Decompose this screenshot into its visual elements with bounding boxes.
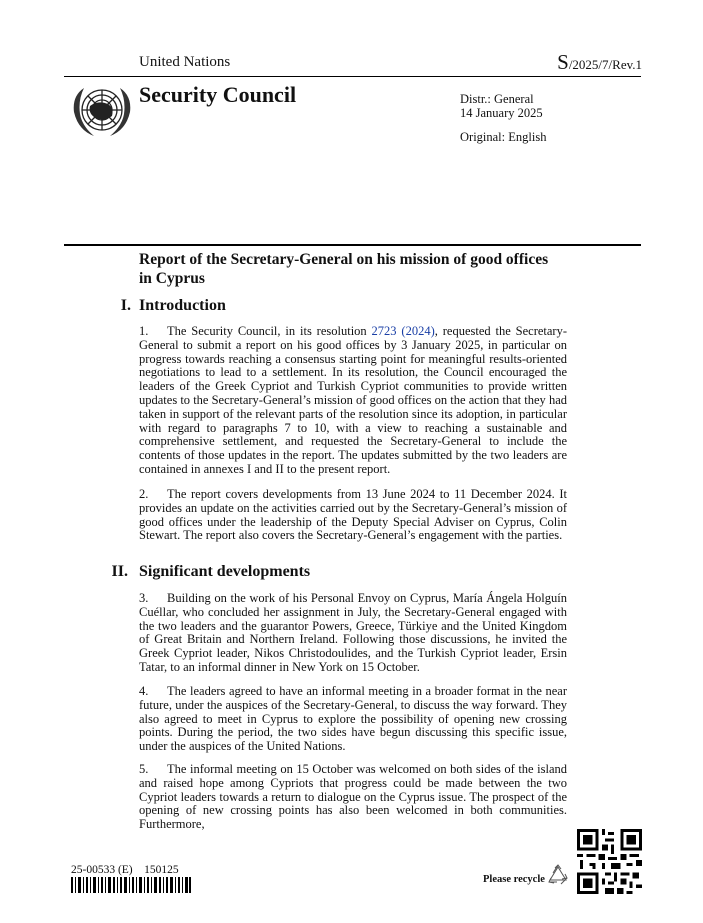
- paragraph-1: [139, 325, 567, 477]
- paragraph-3: [139, 592, 567, 675]
- title-rule: [64, 244, 641, 246]
- recycle-icon: [547, 864, 569, 886]
- document-date: 14 January 2025: [460, 106, 543, 120]
- un-emblem-icon: [68, 82, 136, 142]
- symbol-prefix: S: [557, 50, 569, 74]
- job-number: 25-00533 (E) 150125: [71, 864, 179, 876]
- paragraph-text: , requested the Secretary-General to submit a report on his good offices by 3 January 2025, in particular on progress towards reaching a consensus starting point for meaningful results-oriented negotiations to lead to a settlement. In its resolution, the Council encouraged the leaders of the Greek Cypriot and Turkish Cypriot communities to provide written updates to the Secretary-General’s mission of good offices on the action that they had taken in support of the relevant parts of the resolution since its adoption, in particular with regard to paragraphs 7 to 10, with a view to reaching a sustainable and comprehensive settlement, and requested the Secretary-General to include the contents of those updates in the report. The updates submitted by the two leaders are contained in annexes I and II to the present report.: [139, 324, 568, 476]
- paragraph-text: The leaders agreed to have an informal meeting in a broader format in the near future, under the auspices of the Secretary-General, to discuss the way forward. They also agreed to meet in Cyprus to explore the possibility of opening new crossing points. During the period, the two sides have begun discussing this specific issue, under the auspices of the United Nations.: [139, 684, 567, 754]
- section-number: II.: [111, 563, 128, 580]
- paragraph-number: 3.: [139, 591, 149, 605]
- distribution-block: [460, 92, 546, 144]
- document-symbol: [557, 50, 642, 75]
- qr-code-icon: [577, 829, 642, 894]
- paragraph-number: 4.: [139, 684, 149, 698]
- paragraph-text: The informal meeting on 15 October was welcomed on both sides of the island and raised hope among Cypriots that progress could be made between the two Cypriot leaders towards a return to dialogue on the Cyprus issue. The prospect of the opening of new crossing points has also been welcomed in both communities. Furthermore,: [139, 762, 567, 832]
- section-title: Introduction: [139, 297, 226, 314]
- organization-name: United Nations: [139, 54, 231, 70]
- resolution-link[interactable]: 2723 (2024): [371, 324, 435, 338]
- symbol-rest: /2025/7/Rev.1: [568, 57, 642, 72]
- paragraph-2: [139, 488, 567, 543]
- original-language: Original: English: [460, 130, 547, 144]
- distribution: Distr.: General: [460, 92, 534, 106]
- header-rule: [64, 76, 641, 77]
- paragraph-text: The Security Council, in its resolution: [167, 324, 372, 338]
- barcode-icon: [71, 877, 191, 893]
- paragraph-text: The report covers developments from 13 June 2024 to 11 December 2024. It provides an update on the activities carried out by the Secretary-General’s mission of good offices under the leadership of the Deputy Special Adviser on Cyprus, Colin Stewart. The report also covers the Secretary-General’s engagement with the parties.: [139, 487, 567, 543]
- document-title: Report of the Secretary-General on his mission of good offices in Cyprus: [139, 251, 549, 287]
- organ-name: Security Council: [139, 82, 297, 107]
- section-title: Significant developments: [139, 563, 311, 580]
- section-number: I.: [120, 297, 131, 314]
- paragraph-number: 1.: [139, 324, 149, 338]
- paragraph-number: 5.: [139, 762, 149, 776]
- paragraph-number: 2.: [139, 487, 149, 501]
- please-recycle-label: Please recycle: [483, 874, 545, 885]
- paragraph-5: [139, 763, 567, 832]
- paragraph-4: [139, 685, 567, 754]
- paragraph-text: Building on the work of his Personal Envoy on Cyprus, María Ángela Holguín Cuéllar, who concluded her assignment in July, the Secretary-General engaged with the two leaders and the guarantor Powers, Greece, Türkiye and the United Kingdom of Great Britain and Northern Ireland. Following those discussions, he invited the Greek Cypriot leader, Nikos Christodoulides, and the Turkish Cypriot leader, Ersin Tatar, to an informal dinner in New York on 15 October.: [139, 591, 567, 674]
